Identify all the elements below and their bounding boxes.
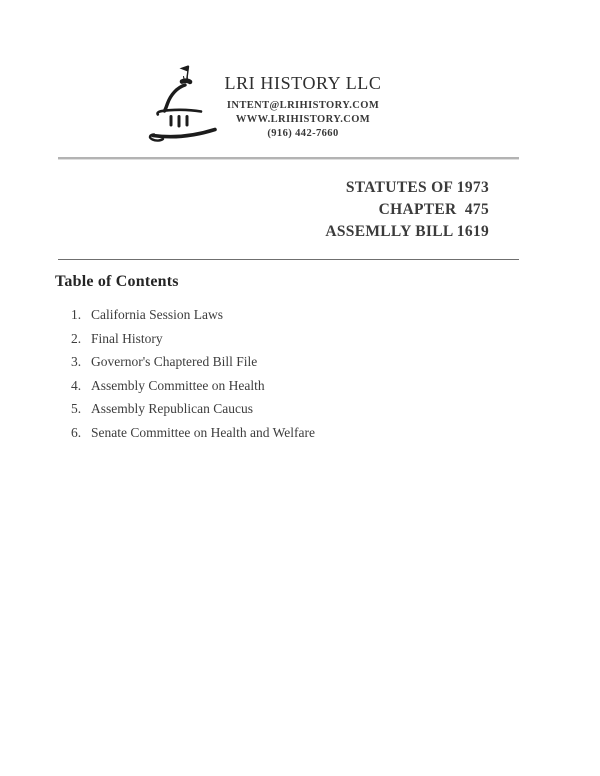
toc-item-label: Assembly Committee on Health <box>91 377 265 393</box>
toc-item <box>71 350 315 374</box>
toc-item-number: 3. <box>71 354 82 370</box>
divider-top <box>58 157 519 160</box>
toc-item <box>71 374 315 398</box>
toc-item-label: California Session Laws <box>91 307 223 322</box>
toc-heading: Table of Contents <box>55 273 179 290</box>
toc-item <box>71 303 315 327</box>
toc-item <box>71 327 315 351</box>
letterhead <box>203 72 403 141</box>
toc-item <box>71 397 315 421</box>
toc-list <box>71 303 315 445</box>
toc-item-number: 5. <box>71 401 82 417</box>
toc-item-number: 6. <box>71 424 82 440</box>
company-website: WWW.LRIHISTORY.COM <box>235 114 371 125</box>
company-name: LRI HISTORY LLC <box>224 73 382 93</box>
chapter-line: CHAPTER 475 <box>378 201 489 218</box>
company-email: INTENT@LRIHISTORY.COM <box>226 100 380 111</box>
divider-bottom <box>58 259 519 260</box>
toc-item-label: Final History <box>91 330 163 346</box>
statutes-line: STATUTES OF 1973 <box>345 179 489 196</box>
toc-item-number: 2. <box>71 330 82 346</box>
toc-item-number: 4. <box>71 377 82 393</box>
toc-item-label: Senate Committee on Health and Welfare <box>91 424 315 440</box>
company-phone: (916) 442-7660 <box>267 128 339 139</box>
toc-item-label: Assembly Republican Caucus <box>91 401 253 417</box>
toc-item <box>71 421 315 445</box>
toc-item-number: 1. <box>71 307 82 322</box>
toc-item-label: Governor's Chaptered Bill File <box>91 354 258 370</box>
bill-line: ASSEMLLY BILL 1619 <box>325 223 489 240</box>
case-header <box>325 177 489 243</box>
